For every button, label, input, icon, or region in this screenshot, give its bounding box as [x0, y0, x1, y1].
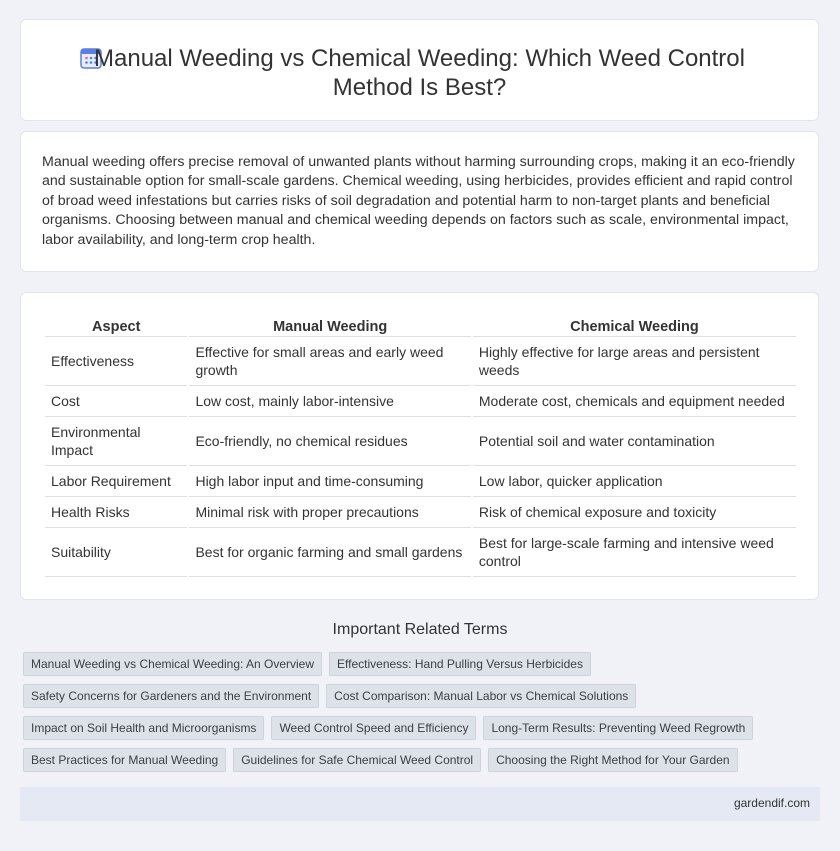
comparison-table [43, 315, 798, 577]
related-terms-list [23, 652, 783, 780]
related-term-tag[interactable]: Effectiveness: Hand Pulling Versus Herbicides [329, 652, 591, 676]
related-term-tag[interactable]: Best Practices for Manual Weeding [23, 748, 226, 772]
related-term-tag[interactable]: Choosing the Right Method for Your Garden [488, 748, 737, 772]
column-header: Chemical Weeding [473, 315, 796, 337]
related-terms-title: Important Related Terms [332, 621, 508, 638]
table-cell: Labor Requirement [45, 466, 187, 497]
intro-card [20, 131, 819, 272]
tag-row [23, 652, 783, 676]
table-cell: Environmental Impact [45, 417, 187, 466]
table-cell: Best for large-scale farming and intensive weed control [473, 528, 796, 577]
page-title: Manual Weeding vs Chemical Weeding: Which Weed Control Method Is Best? [94, 45, 745, 101]
table-cell: Minimal risk with proper precautions [189, 497, 470, 528]
table-row [45, 528, 796, 577]
tag-row [23, 684, 783, 708]
related-term-tag[interactable]: Guidelines for Safe Chemical Weed Control [233, 748, 481, 772]
table-cell: Potential soil and water contamination [473, 417, 796, 466]
table-cell: Health Risks [45, 497, 187, 528]
table-cell: Highly effective for large areas and persistent weeds [473, 337, 796, 386]
related-term-tag[interactable]: Impact on Soil Health and Microorganisms [23, 716, 264, 740]
tag-row [23, 748, 783, 772]
comparison-card [20, 292, 819, 600]
table-cell: Moderate cost, chemicals and equipment needed [473, 386, 796, 417]
table-cell: Effectiveness [45, 337, 187, 386]
table-row [45, 497, 796, 528]
related-term-tag[interactable]: Cost Comparison: Manual Labor vs Chemical Solutions [326, 684, 636, 708]
table-cell: Eco-friendly, no chemical residues [189, 417, 470, 466]
table-row [45, 466, 796, 497]
site-name[interactable]: gardendif.com [733, 796, 810, 810]
column-header: Manual Weeding [189, 315, 470, 337]
table-row [45, 417, 796, 466]
table-cell: Cost [45, 386, 187, 417]
table-cell: Best for organic farming and small gardens [189, 528, 470, 577]
intro-paragraph: Manual weeding offers precise removal of unwanted plants without harming surrounding crops, making it an eco-friendly and sustainable option for small-scale gardens. Chemical weeding, using herbicides, provides efficient and rapid control of broad weed infestations but carries risks of soil degradation and potential harm to non-target plants and beneficial organisms. Choosing between manual and chemical weeding depends on factors such as scale, environmental impact, labor availability, and long-term crop health. [42, 154, 795, 248]
table-cell: Low cost, mainly labor-intensive [189, 386, 470, 417]
table-cell: Risk of chemical exposure and toxicity [473, 497, 796, 528]
table-header-row [45, 315, 796, 337]
column-header: Aspect [45, 315, 187, 337]
header-card [20, 19, 819, 121]
table-cell: Suitability [45, 528, 187, 577]
related-term-tag[interactable]: Manual Weeding vs Chemical Weeding: An Overview [23, 652, 322, 676]
table-cell: Low labor, quicker application [473, 466, 796, 497]
table-cell: Effective for small areas and early weed growth [189, 337, 470, 386]
tag-row [23, 716, 783, 740]
table-row [45, 337, 796, 386]
related-term-tag[interactable]: Long-Term Results: Preventing Weed Regrowth [483, 716, 753, 740]
related-term-tag[interactable]: Weed Control Speed and Efficiency [271, 716, 476, 740]
related-term-tag[interactable]: Safety Concerns for Gardeners and the Environment [23, 684, 319, 708]
footer [20, 787, 820, 821]
table-cell: High labor input and time-consuming [189, 466, 470, 497]
table-row [45, 386, 796, 417]
